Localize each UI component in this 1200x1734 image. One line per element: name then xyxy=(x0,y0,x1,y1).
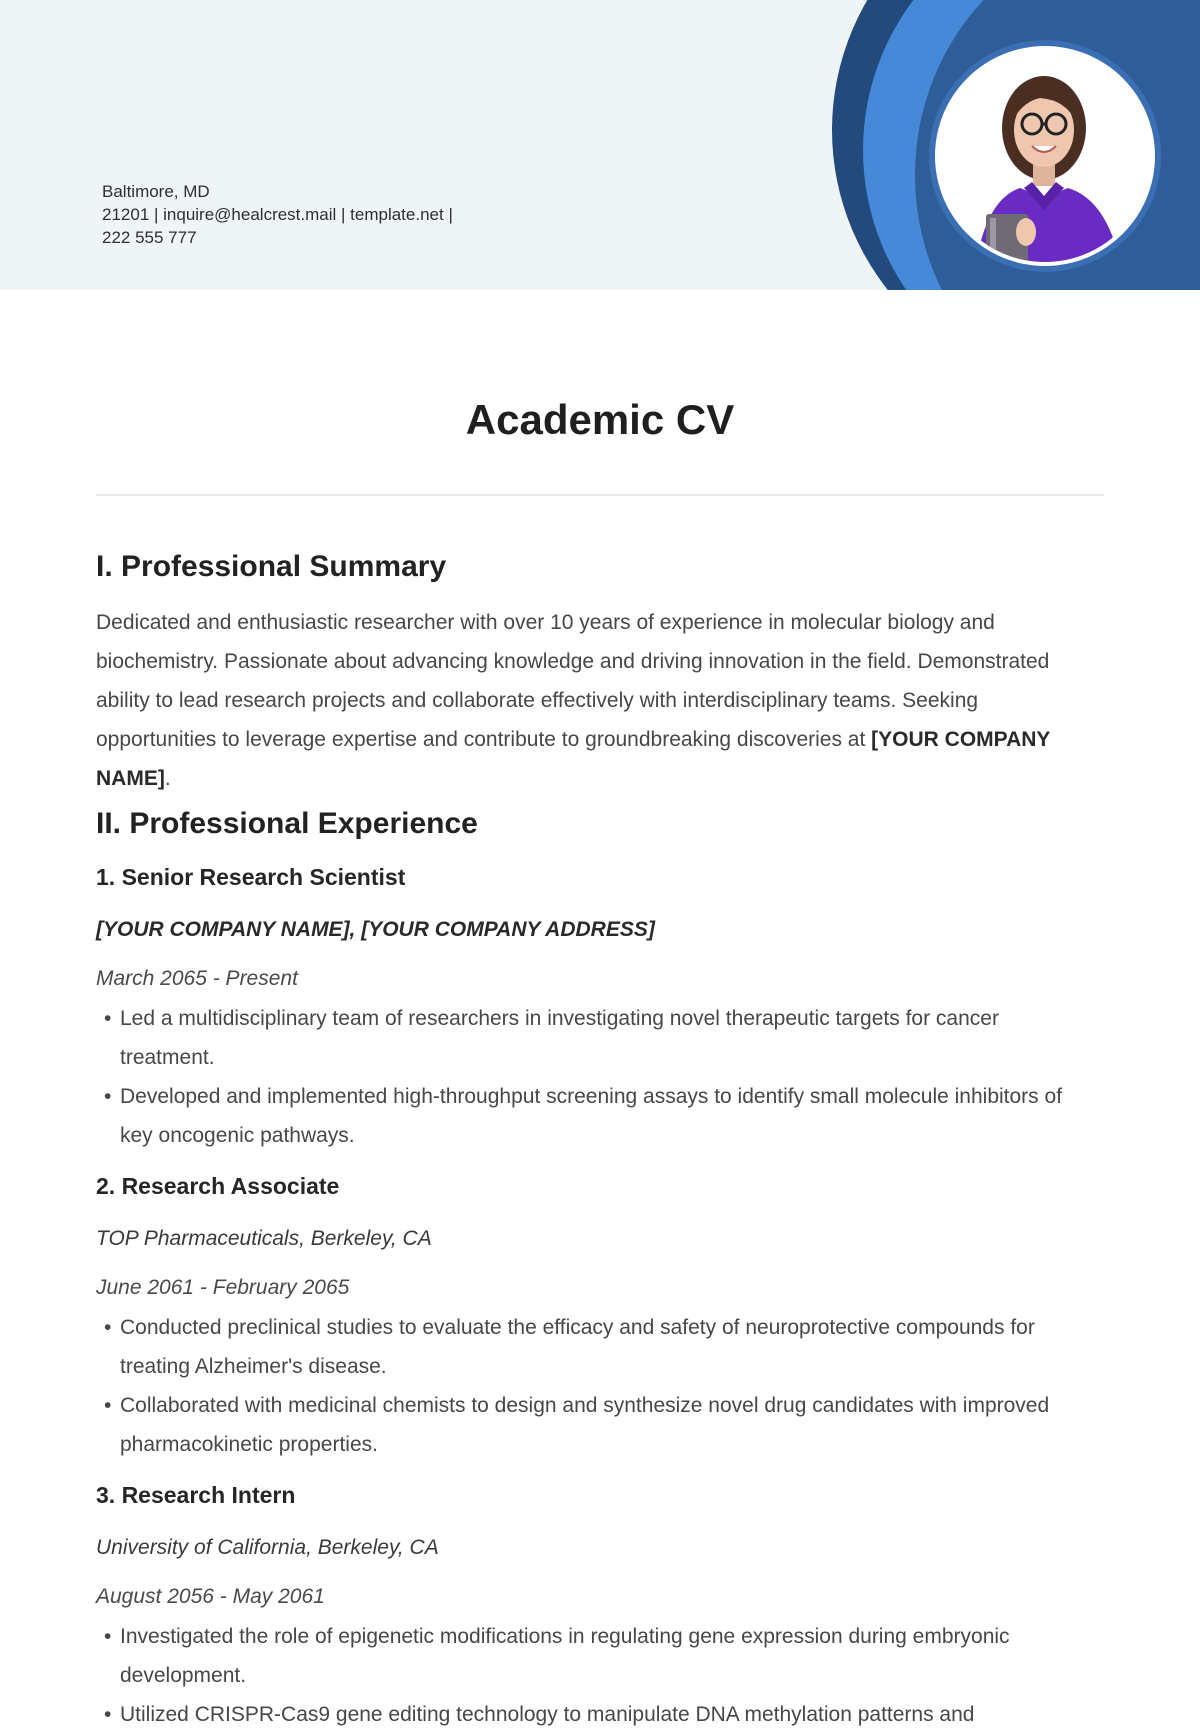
job-bullets xyxy=(96,1308,1096,1464)
job-bullet: • Utilized CRISPR-Cas9 gene editing technology to manipulate DNA methylation patterns and xyxy=(96,1695,1096,1734)
job-organization: University of California, Berkeley, CA xyxy=(96,1536,439,1559)
job-bullet: • Developed and implemented high-throughput screening assays to identify small molecule inhibitors of key oncogenic pathways. xyxy=(96,1077,1096,1155)
job-title: 2. Research Associate xyxy=(96,1173,340,1199)
contact-phone: 222 555 777 xyxy=(102,228,197,247)
experience-heading: II. Professional Experience xyxy=(96,807,478,840)
job-bullet: • Led a multidisciplinary team of researchers in investigating novel therapeutic targets for cancer treatment. xyxy=(96,999,1096,1077)
job-bullet: • Investigated the role of epigenetic modifications in regulating gene expression during embryonic development. xyxy=(96,1617,1096,1695)
job-organization: TOP Pharmaceuticals, Berkeley, CA xyxy=(96,1227,432,1250)
contact-zip-email-website: 21201 | inquire@healcrest.mail | template.net | xyxy=(102,205,453,224)
job-dates: August 2056 - May 2061 xyxy=(96,1585,325,1608)
title-divider xyxy=(96,494,1104,496)
job-organization: [YOUR COMPANY NAME], [YOUR COMPANY ADDRESS] xyxy=(96,918,655,941)
document-title: Academic CV xyxy=(465,396,735,443)
job-bullet: • Conducted preclinical studies to evaluate the efficacy and safety of neuroprotective compounds for treating Alzheimer's disease. xyxy=(96,1308,1096,1386)
job-bullets xyxy=(96,1617,1096,1734)
contact-city: Baltimore, MD xyxy=(102,182,210,201)
summary-text-end: . xyxy=(164,767,171,790)
job-bullets xyxy=(96,999,1096,1155)
job-bullet: • Collaborated with medicinal chemists to design and synthesize novel drug candidates with improved pharmacokinetic properties. xyxy=(96,1386,1096,1464)
job-dates: June 2061 - February 2065 xyxy=(96,1276,350,1299)
job-entry xyxy=(96,862,1096,1155)
summary-company-name: [YOUR COMPANY NAME] xyxy=(96,728,1051,790)
contact-info xyxy=(102,180,453,249)
summary-paragraph xyxy=(96,603,1096,798)
job-entry xyxy=(96,1480,1096,1734)
cv-content xyxy=(96,545,1096,1734)
summary-heading: I. Professional Summary xyxy=(96,550,447,583)
professional-experience-section xyxy=(96,802,1096,1734)
professional-summary-section xyxy=(96,545,1096,798)
job-dates: March 2065 - Present xyxy=(96,967,298,990)
job-title: 1. Senior Research Scientist xyxy=(96,864,406,890)
job-title: 3. Research Intern xyxy=(96,1482,296,1508)
summary-text: Dedicated and enthusiastic researcher with over 10 years of experience in molecular biology and biochemistry. Passionate about advancing knowledge and driving innovation in the field. Demonstrated ability to lead research projects and collaborate effectively with interdisciplinary teams. Seeking opportunities to leverage expertise and contribute to groundbreaking discoveries at xyxy=(96,611,1050,751)
job-entry xyxy=(96,1171,1096,1464)
